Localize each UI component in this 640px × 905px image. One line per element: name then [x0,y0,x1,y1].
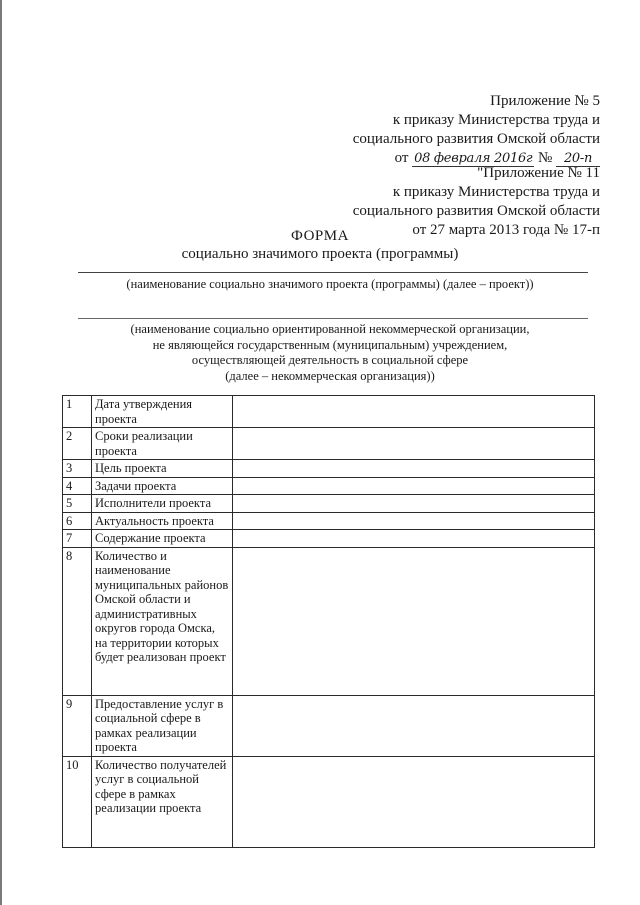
project-name-caption: (наименование социально значимого проекта (программы) (далее – проект)) [126,277,534,291]
row-label: Содержание проекта [92,530,233,548]
row-number: 3 [63,460,92,478]
row-value-cell[interactable] [233,695,595,756]
row-number: 9 [63,695,92,756]
row-label: Количество и наименование муниципальных районов Омской области и административных округов города Омска, на территории которых будет реализован проект [92,547,233,695]
row-label: Предоставление услуг в социальной сфере в рамках реализации проекта [92,695,233,756]
row-label: Актуальность проекта [92,512,233,530]
date-number-line: от 08 февраля 2016г № 20-п [353,149,600,168]
appendix-5-header [353,92,600,168]
ministry-line: социального развития Омской области [352,203,600,219]
organization-caption: (наименование социально ориентированной некоммерческой организации, не являющейся государственным (муниципальным) учреждением, осуществляющей деятельность в социальной сфере (далее – некоммерческая организация)) [130,322,530,383]
table-row [63,695,595,756]
table-row [63,460,595,478]
table-row [63,756,595,847]
row-value-cell[interactable] [233,460,595,478]
row-label: Сроки реализации проекта [92,428,233,460]
form-title: ФОРМА [291,228,349,244]
handwritten-date: 08 февраля 2016г [414,151,533,166]
table-row [63,495,595,513]
row-number: 7 [63,530,92,548]
row-value-cell[interactable] [233,477,595,495]
project-form-table [62,395,595,848]
row-label: Количество получателей услуг в социальной сфере в рамках реализации проекта [92,756,233,847]
order-line: к приказу Министерства труда и [392,112,600,128]
project-name-blank-line [78,272,588,273]
row-value-cell[interactable] [233,396,595,428]
row-value-cell[interactable] [233,547,595,695]
row-value-cell[interactable] [233,495,595,513]
row-number: 4 [63,477,92,495]
row-label: Дата утверждения проекта [92,396,233,428]
row-number: 5 [63,495,92,513]
table-row [63,530,595,548]
row-label: Исполнители проекта [92,495,233,513]
row-number: 10 [63,756,92,847]
row-value-cell[interactable] [233,512,595,530]
ministry-line: социального развития Омской области [352,131,600,147]
table-row [63,396,595,428]
row-label: Задачи проекта [92,477,233,495]
form-subtitle: социально значимого проекта (программы) [181,246,459,262]
row-number: 8 [63,547,92,695]
row-value-cell[interactable] [233,428,595,460]
order-line: к приказу Министерства труда и [392,184,600,200]
table-row [63,477,595,495]
row-number: 6 [63,512,92,530]
appendix-title: Приложение № 5 [490,93,600,109]
order-date-line: от 27 марта 2013 года № 17-п [412,222,600,238]
row-value-cell[interactable] [233,530,595,548]
table-row [63,547,595,695]
row-label: Цель проекта [92,460,233,478]
row-number: 2 [63,428,92,460]
row-number: 1 [63,396,92,428]
table-row [63,428,595,460]
scan-edge-line [0,0,2,905]
appendix-title: "Приложение № 11 [477,165,600,181]
handwritten-number: 20-п [556,151,600,167]
row-value-cell[interactable] [233,756,595,847]
table-row [63,512,595,530]
organization-name-blank-line [78,318,588,319]
